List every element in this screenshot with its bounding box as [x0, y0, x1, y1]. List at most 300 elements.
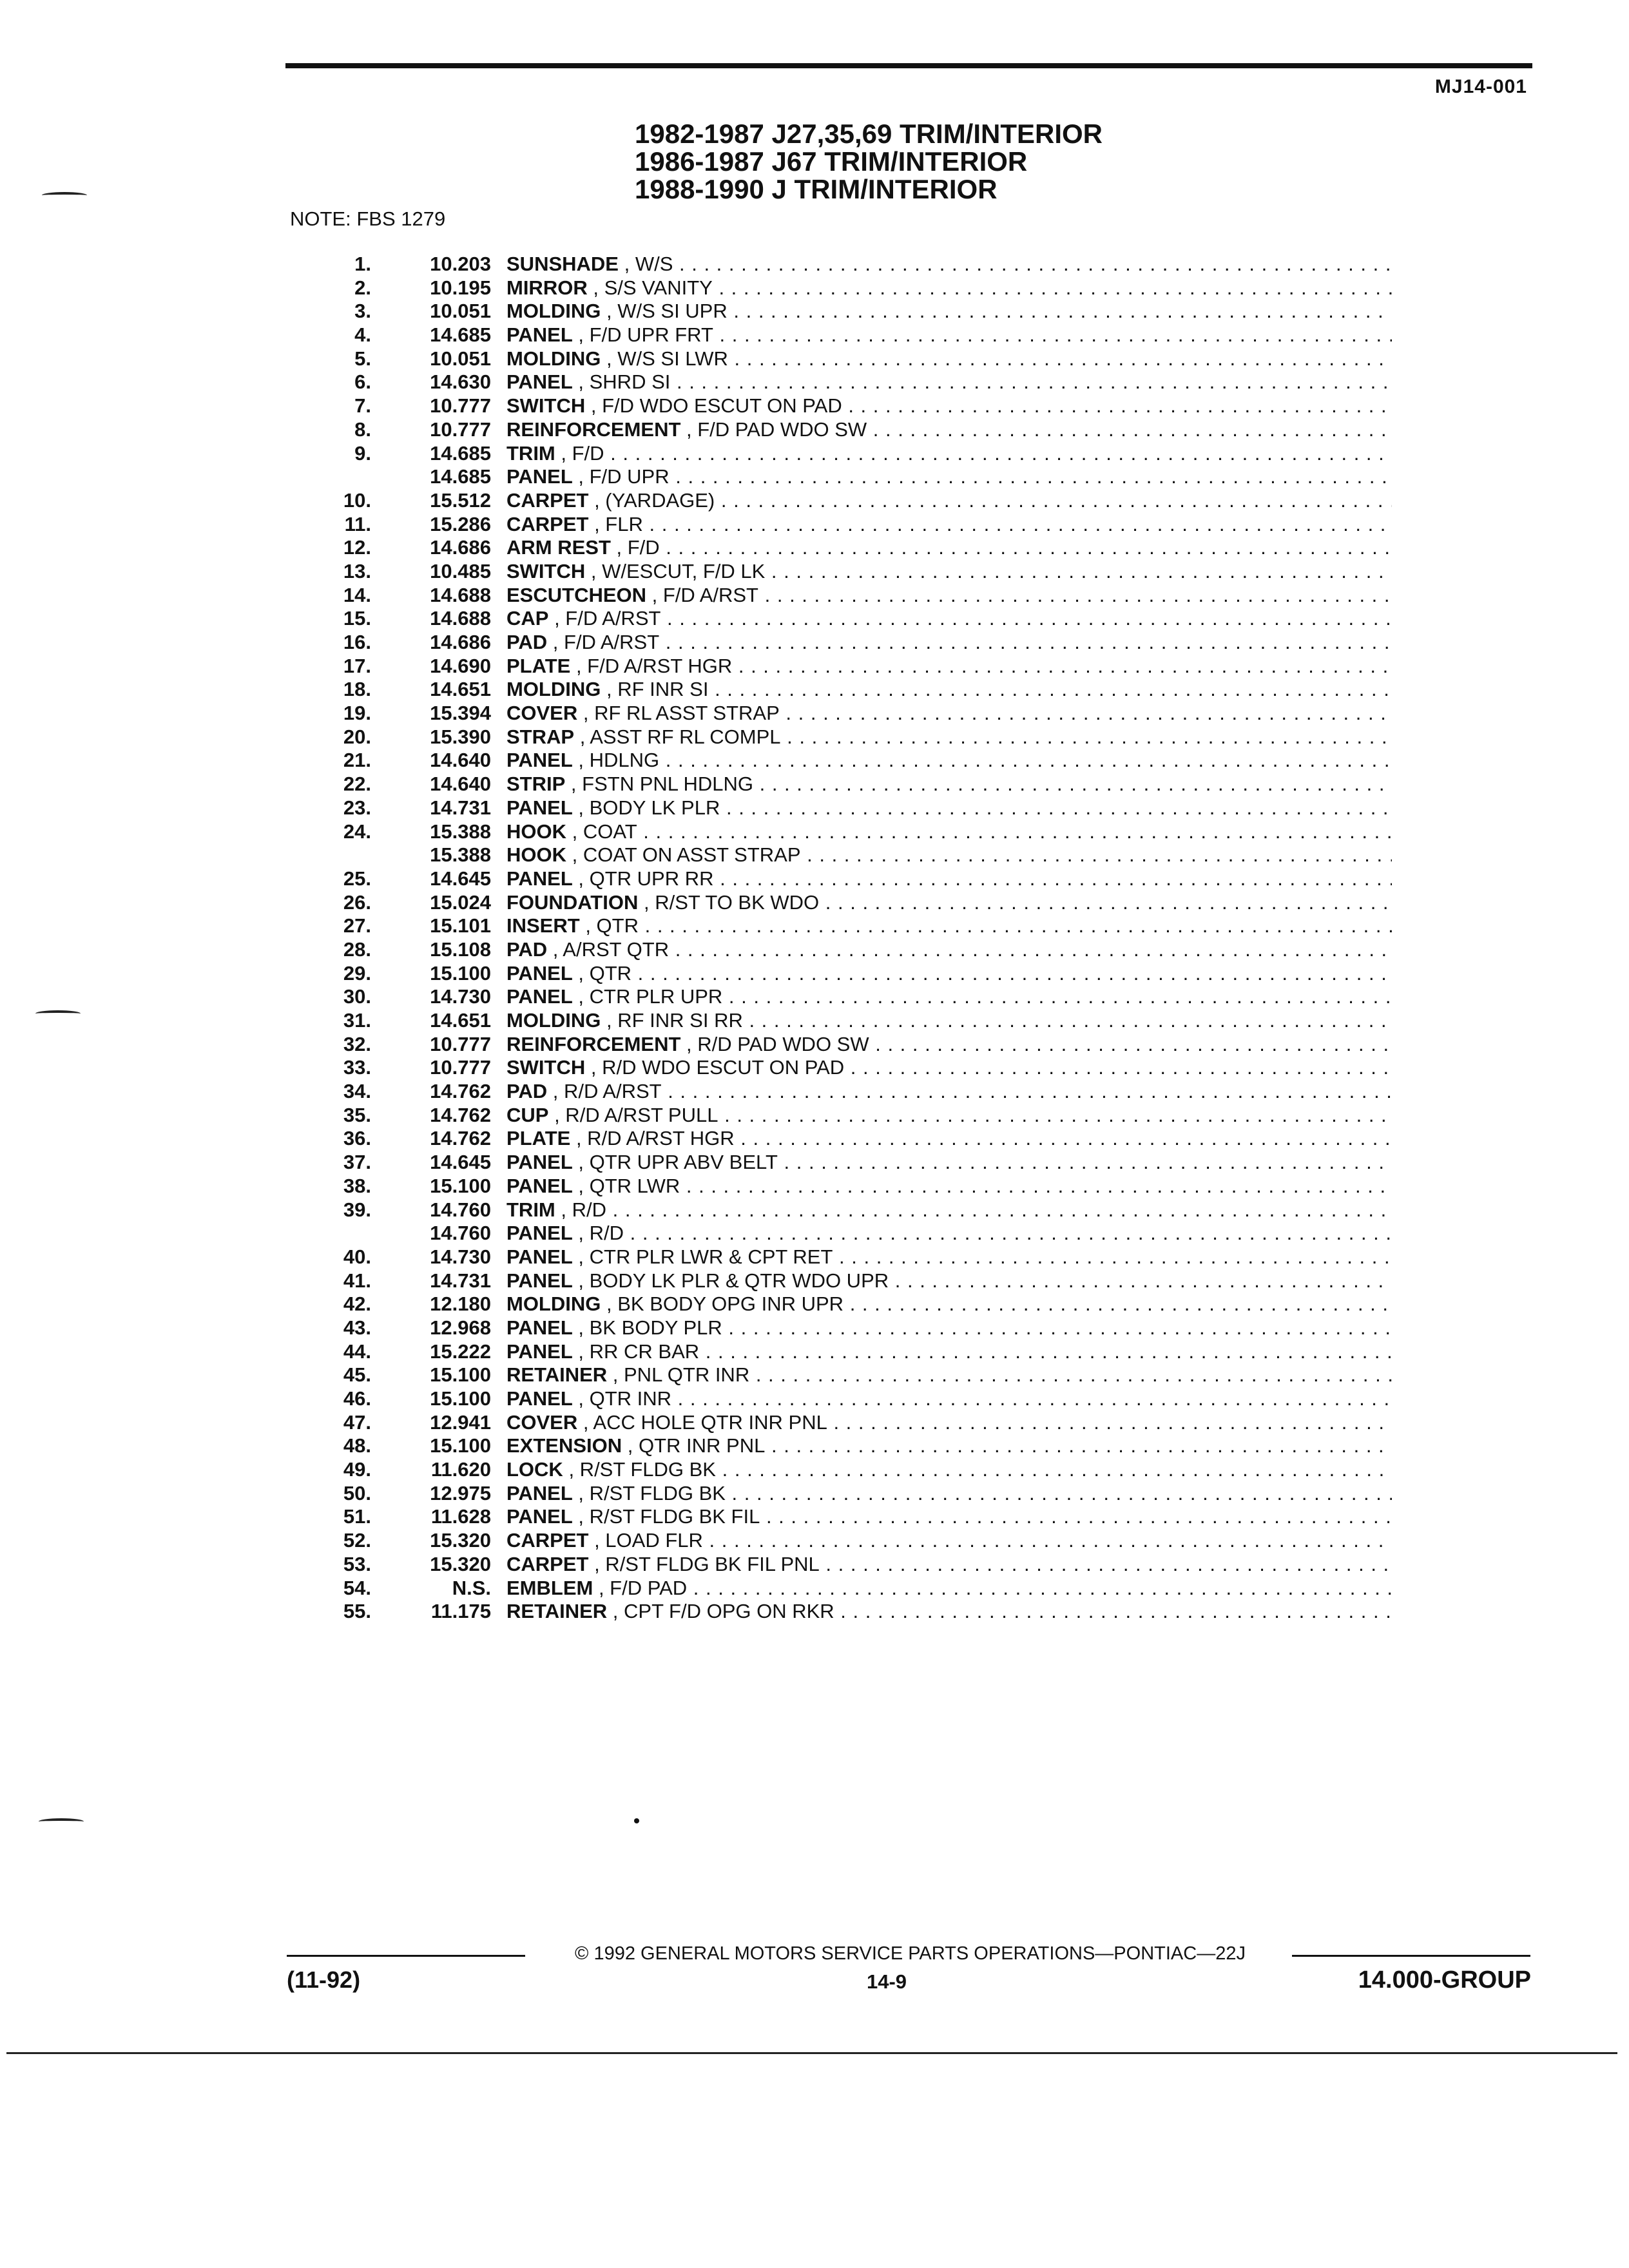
part-detail: , W/S — [624, 253, 673, 275]
part-row — [303, 867, 1392, 891]
part-description — [506, 843, 1392, 867]
part-name: STRAP — [506, 725, 575, 748]
part-detail: , QTR INR PNL — [627, 1434, 766, 1457]
item-number: 3. — [354, 300, 371, 323]
page-number: 14-9 — [867, 1970, 907, 1993]
group-code: 11.620 — [430, 1458, 491, 1481]
part-row — [303, 1009, 1392, 1033]
group-code: 14.686 — [430, 631, 491, 653]
item-number: 29. — [343, 961, 371, 985]
part-name: SWITCH — [506, 1056, 586, 1079]
item-number: 18. — [343, 678, 371, 701]
part-row — [303, 465, 1392, 489]
group-code: 14.645 — [430, 867, 491, 890]
part-description — [506, 1529, 1392, 1552]
part-detail: , R/ST TO BK WDO — [643, 890, 820, 914]
part-name: PANEL — [506, 1269, 573, 1292]
group-code: 14.762 — [430, 1080, 491, 1103]
part-name: COVER — [506, 702, 578, 725]
part-row — [303, 536, 1392, 560]
part-description — [506, 1411, 1392, 1434]
part-description — [506, 300, 1392, 323]
item-number: 24. — [343, 820, 371, 843]
group-code: 14.651 — [430, 1009, 491, 1032]
part-description — [506, 1151, 1392, 1174]
part-row — [303, 347, 1392, 371]
part-description — [506, 702, 1392, 725]
part-name: PANEL — [506, 323, 573, 347]
part-name: MOLDING — [506, 678, 601, 701]
part-row — [303, 1529, 1392, 1553]
part-row — [303, 1151, 1392, 1175]
part-name: HOOK — [506, 820, 566, 843]
part-description — [506, 938, 1392, 961]
part-name: ESCUTCHEON — [506, 583, 647, 606]
item-number: 6. — [354, 370, 371, 394]
binder-mark — [35, 1010, 81, 1017]
part-detail: , R/D — [561, 1198, 607, 1221]
group-code: 15.320 — [430, 1552, 491, 1575]
part-name: PANEL — [506, 1387, 573, 1410]
copyright-notice: © 1992 GENERAL MOTORS SERVICE PARTS OPERATIONS—PONTIAC—22J — [575, 1943, 1246, 1964]
part-row — [303, 1198, 1392, 1222]
part-name: INSERT — [506, 914, 580, 937]
part-name: ARM REST — [506, 536, 611, 559]
part-description — [506, 1080, 1392, 1103]
part-row — [303, 726, 1392, 749]
part-detail: , (YARDAGE) — [594, 488, 715, 512]
part-row — [303, 513, 1392, 537]
group-code: 15.222 — [430, 1340, 491, 1363]
part-detail: , W/ESCUT, F/D LK — [590, 559, 766, 582]
part-row — [303, 1387, 1392, 1411]
part-detail: , R/D PAD WDO SW — [686, 1032, 869, 1055]
part-row — [303, 702, 1392, 726]
part-row — [303, 1363, 1392, 1387]
part-description — [506, 962, 1392, 985]
item-number: 28. — [343, 937, 371, 961]
item-number: 22. — [343, 773, 371, 796]
group-code: 14.690 — [430, 654, 491, 677]
part-name: PANEL — [506, 961, 573, 985]
part-description — [506, 347, 1392, 370]
part-description — [506, 370, 1392, 394]
part-name: MOLDING — [506, 1009, 601, 1032]
item-number: 49. — [343, 1458, 371, 1481]
group-code: 15.100 — [430, 1174, 491, 1197]
part-row — [303, 323, 1392, 347]
part-detail: , F/D UPR FRT — [578, 323, 713, 347]
part-description — [506, 1316, 1392, 1340]
part-detail: , F/D — [616, 536, 660, 559]
group-code: 15.024 — [430, 890, 491, 914]
part-name: PANEL — [506, 465, 573, 488]
group-code: 14.730 — [430, 1245, 491, 1268]
group-code: 15.101 — [430, 914, 491, 937]
part-name: PANEL — [506, 1174, 573, 1197]
part-row — [303, 1600, 1392, 1624]
item-number: 21. — [343, 749, 371, 772]
group-code: 14.686 — [430, 536, 491, 559]
part-name: SUNSHADE — [506, 253, 619, 275]
item-number: 8. — [354, 418, 371, 441]
group-code: 11.175 — [430, 1600, 491, 1623]
part-name: PLATE — [506, 654, 571, 677]
group-code: 15.100 — [430, 961, 491, 985]
part-row — [303, 1222, 1392, 1245]
part-detail: , F/D UPR — [578, 465, 670, 488]
part-detail: , FLR — [594, 512, 643, 535]
item-number: 47. — [343, 1410, 371, 1434]
part-detail: , CPT F/D OPG ON RKR — [612, 1600, 834, 1623]
group-code: 10.777 — [430, 418, 491, 441]
part-detail: , QTR LWR — [578, 1174, 680, 1197]
part-name: EXTENSION — [506, 1434, 622, 1457]
item-number: 32. — [343, 1032, 371, 1055]
group-code: 14.730 — [430, 985, 491, 1008]
part-name: PAD — [506, 1080, 548, 1103]
item-number: 10. — [343, 488, 371, 512]
part-row — [303, 773, 1392, 796]
item-number: 9. — [354, 441, 371, 465]
part-description — [506, 1127, 1392, 1150]
part-description — [506, 773, 1392, 796]
part-description — [506, 465, 1392, 488]
part-row — [303, 1434, 1392, 1458]
part-description — [506, 1387, 1392, 1410]
part-description — [506, 631, 1392, 654]
part-name: FOUNDATION — [506, 890, 639, 914]
part-name: MOLDING — [506, 347, 601, 370]
part-row — [303, 394, 1392, 418]
part-detail: , QTR INR — [578, 1387, 672, 1410]
part-detail: , R/ST FLDG BK — [578, 1481, 726, 1504]
group-code: 10.777 — [430, 394, 491, 418]
part-row — [303, 749, 1392, 773]
part-detail: , W/S SI LWR — [606, 347, 728, 370]
group-code: 11.628 — [430, 1505, 491, 1528]
group-code: N.S. — [452, 1576, 491, 1599]
part-name: PANEL — [506, 985, 573, 1008]
group-code: 12.180 — [430, 1293, 491, 1316]
part-description — [506, 1009, 1392, 1032]
part-row — [303, 1458, 1392, 1482]
part-detail: , RF INR SI RR — [606, 1009, 743, 1032]
part-detail: , R/D A/RST — [552, 1080, 662, 1103]
part-row — [303, 1245, 1392, 1269]
part-description — [506, 1600, 1392, 1623]
item-number: 14. — [343, 583, 371, 606]
item-number: 19. — [343, 702, 371, 725]
part-row — [303, 1269, 1392, 1293]
title-line-1: 1982-1987 J27,35,69 TRIM/INTERIOR — [635, 119, 1103, 149]
part-row — [303, 655, 1392, 678]
item-number: 38. — [343, 1174, 371, 1197]
item-number: 31. — [343, 1009, 371, 1032]
title-line-3: 1988-1990 J TRIM/INTERIOR — [635, 174, 998, 204]
part-detail: , RR CR BAR — [578, 1340, 700, 1363]
title-line-2: 1986-1987 J67 TRIM/INTERIOR — [635, 146, 1028, 177]
part-description — [506, 489, 1392, 512]
part-detail: , F/D — [561, 441, 604, 465]
part-name: HOOK — [506, 843, 566, 867]
group-code: 10.203 — [430, 253, 491, 275]
part-name: COVER — [506, 1410, 578, 1434]
group-code: 14.762 — [430, 1103, 491, 1126]
part-row — [303, 678, 1392, 702]
part-description — [506, 1340, 1392, 1363]
part-description — [506, 1505, 1392, 1528]
part-description — [506, 323, 1392, 347]
part-row — [303, 1175, 1392, 1198]
item-number: 53. — [343, 1552, 371, 1575]
part-detail: , COAT ON ASST STRAP — [572, 843, 801, 867]
item-number: 36. — [343, 1127, 371, 1150]
part-name: MOLDING — [506, 1293, 601, 1316]
item-number: 12. — [343, 536, 371, 559]
part-name: PANEL — [506, 749, 573, 772]
part-name: PANEL — [506, 1245, 573, 1268]
part-description — [506, 914, 1392, 937]
part-description — [506, 655, 1392, 678]
group-code: 14.731 — [430, 796, 491, 819]
part-detail: , QTR — [585, 914, 639, 937]
part-name: MIRROR — [506, 276, 588, 299]
part-row — [303, 962, 1392, 986]
part-name: TRIM — [506, 441, 555, 465]
part-name: RETAINER — [506, 1600, 608, 1623]
item-number: 11. — [344, 512, 371, 535]
item-number: 23. — [343, 796, 371, 819]
group-code: 15.100 — [430, 1434, 491, 1457]
group-code: 15.108 — [430, 937, 491, 961]
part-description — [506, 1293, 1392, 1316]
part-detail: , F/D PAD — [598, 1576, 688, 1599]
part-description — [506, 820, 1392, 843]
group-code: 14.685 — [430, 465, 491, 488]
part-row — [303, 1127, 1392, 1151]
item-number: 17. — [343, 654, 371, 677]
part-description — [506, 584, 1392, 607]
part-row — [303, 584, 1392, 608]
part-description — [506, 607, 1392, 630]
part-detail: , BK BODY PLR — [578, 1316, 722, 1339]
group-code: 10.777 — [430, 1056, 491, 1079]
part-name: CARPET — [506, 1529, 589, 1552]
item-number: 40. — [343, 1245, 371, 1268]
part-name: TRIM — [506, 1198, 555, 1221]
part-row — [303, 1056, 1392, 1080]
group-code: 12.941 — [430, 1410, 491, 1434]
part-name: PANEL — [506, 1316, 573, 1339]
part-detail: , R/D — [578, 1222, 624, 1245]
part-detail: , RF INR SI — [606, 678, 709, 701]
item-number: 1. — [354, 253, 371, 275]
part-row — [303, 1411, 1392, 1435]
part-description — [506, 536, 1392, 559]
group-code: 15.320 — [430, 1529, 491, 1552]
part-detail: , BK BODY OPG INR UPR — [606, 1293, 844, 1316]
footer-rule-left — [287, 1955, 525, 1957]
part-description — [506, 749, 1392, 772]
part-detail: , ASST RF RL COMPL — [579, 725, 781, 748]
item-number: 27. — [343, 914, 371, 937]
group-label: 14.000-GROUP — [1358, 1966, 1531, 1994]
part-description — [506, 418, 1392, 441]
part-row — [303, 276, 1392, 300]
part-name: PAD — [506, 631, 548, 653]
group-code: 14.685 — [430, 441, 491, 465]
part-detail: , ACC HOLE QTR INR PNL — [583, 1410, 827, 1434]
group-code: 14.688 — [430, 607, 491, 630]
item-number: 45. — [343, 1363, 371, 1387]
part-detail: , W/S SI UPR — [606, 300, 728, 323]
part-description — [506, 442, 1392, 465]
part-description — [506, 513, 1392, 536]
group-code: 14.731 — [430, 1269, 491, 1292]
part-description — [506, 276, 1392, 300]
item-number: 51. — [343, 1505, 371, 1528]
part-name: PANEL — [506, 1222, 573, 1245]
group-code: 15.100 — [430, 1387, 491, 1410]
part-description — [506, 1363, 1392, 1387]
group-code: 14.762 — [430, 1127, 491, 1150]
part-detail: , F/D A/RST — [651, 583, 758, 606]
part-name: REINFORCEMENT — [506, 418, 681, 441]
group-code: 14.630 — [430, 370, 491, 394]
group-code: 15.390 — [430, 725, 491, 748]
item-number: 50. — [343, 1481, 371, 1504]
group-code: 14.645 — [430, 1151, 491, 1174]
item-number: 42. — [343, 1293, 371, 1316]
part-name: CUP — [506, 1103, 549, 1126]
part-detail: , R/D A/RST PULL — [554, 1103, 718, 1126]
item-number: 13. — [343, 559, 371, 582]
binder-mark — [39, 1818, 84, 1825]
part-detail: , COAT — [572, 820, 637, 843]
item-number: 7. — [354, 394, 371, 418]
part-name: PANEL — [506, 1505, 573, 1528]
item-number: 20. — [343, 725, 371, 748]
part-row — [303, 560, 1392, 584]
group-code: 12.975 — [430, 1481, 491, 1504]
part-name: SWITCH — [506, 559, 586, 582]
bottom-rule — [6, 2052, 1617, 2054]
part-name: PANEL — [506, 1481, 573, 1504]
part-name: PAD — [506, 937, 548, 961]
group-code: 14.685 — [430, 323, 491, 347]
part-description — [506, 726, 1392, 749]
part-name: RETAINER — [506, 1363, 608, 1387]
part-detail: , FSTN PNL HDLNG — [570, 773, 753, 796]
group-code: 10.195 — [430, 276, 491, 299]
part-detail: , A/RST QTR — [552, 937, 670, 961]
part-row — [303, 1505, 1392, 1529]
item-number: 41. — [343, 1269, 371, 1292]
part-detail: , QTR UPR ABV BELT — [578, 1151, 778, 1174]
group-code: 15.388 — [430, 820, 491, 843]
item-number: 16. — [343, 631, 371, 653]
part-description — [506, 1056, 1392, 1079]
item-number: 35. — [343, 1103, 371, 1126]
item-number: 55. — [343, 1600, 371, 1623]
part-name: EMBLEM — [506, 1576, 593, 1599]
part-description — [506, 678, 1392, 701]
part-name: PANEL — [506, 370, 573, 394]
part-name: STRIP — [506, 773, 566, 796]
item-number: 4. — [354, 323, 371, 347]
part-name: PANEL — [506, 867, 573, 890]
part-name: PANEL — [506, 1151, 573, 1174]
part-description — [506, 1458, 1392, 1481]
group-code: 15.394 — [430, 702, 491, 725]
item-number: 5. — [354, 347, 371, 370]
item-number: 43. — [343, 1316, 371, 1339]
part-description — [506, 1245, 1392, 1269]
part-detail: , BODY LK PLR — [578, 796, 720, 819]
part-row — [303, 843, 1392, 867]
part-name: CARPET — [506, 1552, 589, 1575]
group-code: 14.640 — [430, 773, 491, 796]
part-detail: , F/D A/RST — [554, 607, 661, 630]
part-name: MOLDING — [506, 300, 601, 323]
group-code: 14.760 — [430, 1222, 491, 1245]
part-row — [303, 891, 1392, 915]
part-row — [303, 489, 1392, 513]
part-description — [506, 1104, 1392, 1127]
part-description — [506, 1553, 1392, 1576]
item-number: 25. — [343, 867, 371, 890]
part-detail: , R/ST FLDG BK FIL PNL — [594, 1552, 820, 1575]
part-row — [303, 253, 1392, 276]
part-detail: , QTR UPR RR — [578, 867, 714, 890]
part-detail: , R/D A/RST HGR — [575, 1127, 735, 1150]
part-description — [506, 891, 1392, 914]
item-number: 46. — [343, 1387, 371, 1410]
part-row — [303, 1293, 1392, 1316]
part-description — [506, 1434, 1392, 1457]
part-description — [506, 1269, 1392, 1293]
part-detail: , R/ST FLDG BK FIL — [578, 1505, 760, 1528]
part-row — [303, 938, 1392, 962]
part-row — [303, 820, 1392, 844]
part-row — [303, 1104, 1392, 1128]
speck-mark — [634, 1818, 639, 1823]
group-code: 14.760 — [430, 1198, 491, 1221]
header-rule — [285, 63, 1532, 68]
group-code: 10.777 — [430, 1032, 491, 1055]
part-detail: , S/S VANITY — [593, 276, 713, 299]
part-description — [506, 1175, 1392, 1198]
part-detail: , SHRD SI — [578, 370, 671, 394]
part-detail: , R/ST FLDG BK — [568, 1458, 716, 1481]
part-row — [303, 631, 1392, 655]
document-code: MJ14-001 — [1434, 76, 1527, 97]
part-row — [303, 914, 1392, 938]
part-row — [303, 796, 1392, 820]
item-number: 2. — [354, 276, 371, 299]
footer-rule-right — [1292, 1955, 1530, 1957]
part-description — [506, 1222, 1392, 1245]
part-detail: , HDLNG — [578, 749, 660, 772]
part-row — [303, 1316, 1392, 1340]
item-number: 54. — [343, 1576, 371, 1599]
part-row — [303, 1033, 1392, 1057]
part-name: REINFORCEMENT — [506, 1032, 681, 1055]
parts-list — [303, 253, 1392, 1624]
item-number: 52. — [343, 1529, 371, 1552]
part-detail: , QTR — [578, 961, 632, 985]
